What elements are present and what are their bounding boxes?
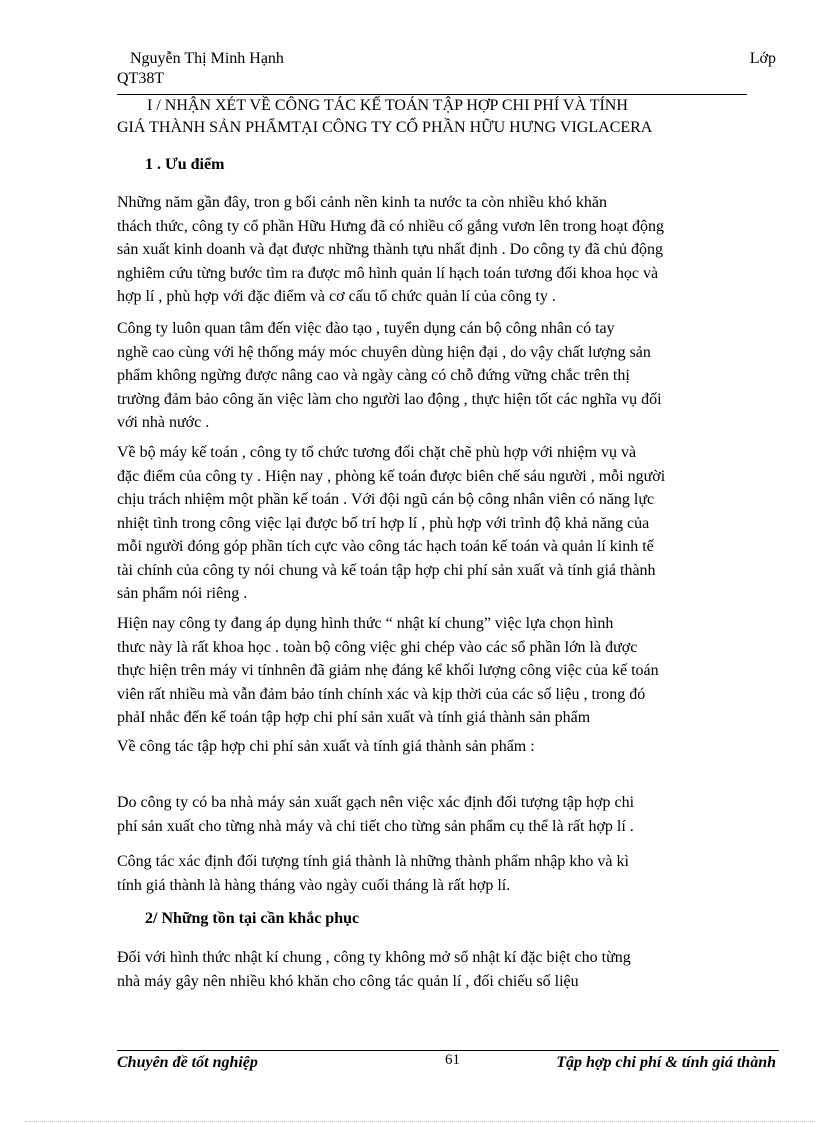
paragraph-line: viên rất nhiều mà vẫn đảm bảo tính chính xác và kịp thời của các số liệu , trong đó [117,685,646,703]
paragraph-line: Công tác xác định đối tượng tính giá thành là những thành phẩm nhập kho và kì [117,853,629,870]
paragraph-line: hợp lí , phù hợp với đặc điểm và cơ cấu tổ chức quản lí của công ty . [117,288,556,305]
paragraph-line: chịu trách nhiệm một phần kế toán . Với đội ngũ cán bộ công nhân viên có năng lực [117,491,655,508]
footer-left: Chuyên đề tốt nghiệp [117,1054,258,1071]
paragraph-line: thưc này là rất khoa học . toàn bộ công việc ghi chép vào các sổ phần lớn là được [117,638,638,656]
page-bottom-border [25,1121,815,1122]
title-line-1: I / NHẬN XÉT VỀ CÔNG TÁC KẾ TOÁN TẬP HỢP CHI PHÍ VÀ TÍNH [147,97,628,114]
paragraph-line: nghiêm cứu từng bước tìm ra được mô hình quản lí hạch toán tương đối khoa học và [117,264,659,282]
paragraph-5 [117,735,777,759]
header-class-label: Lớp [749,50,776,67]
paragraph-line: nghề cao cùng với hệ thống máy móc chuyên dùng hiện đại , do vậy chất lượng sản [117,343,651,361]
paragraph-8 [117,946,777,993]
paragraph-line: nhiệt tình trong công việc lại được bố trí hợp lí , phù hợp với trình độ khả năng của [117,514,650,532]
paragraph-line: với nhà nước . [117,414,210,431]
paragraph-line: Do công ty có ba nhà máy sản xuất gạch nên việc xác định đối tượng tập hợp chi [117,794,635,811]
paragraph-1 [117,191,777,309]
paragraph-line: sản xuất kinh doanh và đạt được những thành tựu nhất định . Do công ty đã chủ động [117,241,663,258]
paragraph-4 [117,612,777,730]
paragraph-6 [117,791,777,838]
paragraph-line: Công ty luôn quan tâm đến việc đào tạo , tuyển dụng cán bộ công nhân có tay [117,320,615,337]
footer-right: Tập hợp chi phí & tính giá thành [556,1054,776,1071]
paragraph-line: tính giá thành là hàng tháng vào ngày cuối tháng là rất hợp lí. [117,876,511,894]
paragraph-line: đặc điểm của công ty . Hiện nay , phòng kế toán được biên chế sáu người , mỗi người [117,467,666,485]
title-line-2: GIÁ THÀNH SẢN PHẨMTẠI CÔNG TY CỔ PHẦN HỮU HƯNG VIGLACERA [117,119,653,136]
paragraph-7 [117,850,777,897]
paragraph-line: Hiện nay công ty đang áp dụng hình thức “ nhật kí chung” việc lựa chọn hình [117,615,614,632]
paragraph-line: sản phẩm nói riêng . [117,585,248,602]
paragraph-line: Về bộ máy kế toán , công ty tổ chức tương đối chặt chẽ phù hợp với nhiệm vụ và [117,444,637,461]
paragraph-3 [117,441,777,606]
paragraph-line: Những năm gần đây, tron g bối cảnh nền kinh ta nước ta còn nhiều khó khăn [117,194,607,211]
header-author: Nguyễn Thị Minh Hạnh [130,50,284,67]
footer-page-number: 61 [445,1052,460,1068]
heading-shortcomings: 2/ Những tồn tại cần khắc phục [145,910,360,927]
paragraph-line: nhà máy gây nên nhiều khó khăn cho công tác quản lí , đối chiếu số liệu [117,972,579,990]
paragraph-line: Về công tác tập hợp chi phí sản xuất và tính giá thành sản phẩm : [117,738,535,755]
paragraph-line: thực hiện trên máy vi tínhnên đã giảm nhẹ đáng kể khối lượng công việc của kế toán [117,662,659,679]
paragraph-line: Đối với hình thức nhật kí chung , công ty không mở sổ nhật kí đặc biệt cho từng [117,949,631,966]
paragraph-line: phí sản xuất cho từng nhà máy và chi tiết cho từng sản phẩm cụ thể là rất hợp lí . [117,817,634,835]
paragraph-line: phảI nhắc đến kế toán tập hợp chi phí sản xuất và tính giá thành sản phẩm [117,709,591,726]
heading-advantages: 1 . Ưu điểm [145,156,225,173]
paragraph-line: mỗi người đóng góp phần tích cực vào công tác hạch toán kế toán và quản lí kinh tế [117,538,654,555]
footer-rule [117,1050,779,1051]
paragraph-2 [117,317,777,435]
paragraph-line: trường đảm bảo công ăn việc làm cho người lao động , thực hiện tốt các nghĩa vụ đối [117,390,662,408]
paragraph-line: tài chính của công ty nói chung và kế toán tập hợp chi phí sản xuất và tính giá thành [117,561,656,579]
section-title [117,95,762,139]
header-class-code: QT38T [117,70,165,87]
paragraph-line: phẩm không ngừng được nâng cao và ngày càng có chỗ đứng vững chắc trên thị [117,367,630,384]
paragraph-line: thách thức, công ty cổ phần Hữu Hưng đã có nhiều cố gắng vươn lên trong hoạt động [117,217,665,235]
